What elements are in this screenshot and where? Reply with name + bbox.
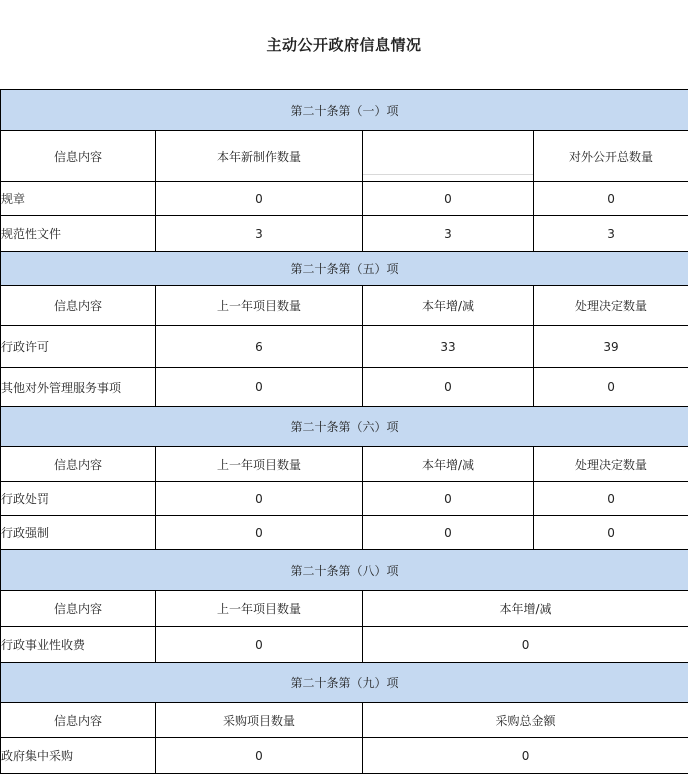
header-cell: 本年增/减 bbox=[363, 286, 534, 326]
value-cell: 0 bbox=[534, 368, 688, 407]
section-heading-row bbox=[1, 252, 688, 286]
value-cell: 0 bbox=[156, 182, 363, 216]
row-label: 规范性文件 bbox=[1, 216, 156, 252]
value-cell: 39 bbox=[534, 326, 688, 368]
header-cell: 信息内容 bbox=[1, 703, 156, 738]
section-heading: 第二十条第（九）项 bbox=[1, 663, 688, 703]
value-cell: 0 bbox=[534, 482, 688, 516]
header-cell: 采购项目数量 bbox=[156, 703, 363, 738]
value-cell: 0 bbox=[363, 368, 534, 407]
row-label: 行政许可 bbox=[1, 326, 156, 368]
value-cell: 0 bbox=[363, 627, 688, 663]
cell-divider bbox=[363, 174, 533, 175]
section-heading-row bbox=[1, 550, 688, 591]
row-label: 其他对外管理服务事项 bbox=[1, 368, 156, 407]
section-heading: 第二十条第（八）项 bbox=[1, 550, 688, 591]
header-cell: 上一年项目数量 bbox=[156, 286, 363, 326]
value-cell: 6 bbox=[156, 326, 363, 368]
value-cell: 3 bbox=[363, 216, 534, 252]
section-heading-row bbox=[1, 663, 688, 703]
page-title: 主动公开政府信息情况 bbox=[0, 0, 688, 89]
value-cell: 0 bbox=[156, 482, 363, 516]
value-cell: 0 bbox=[363, 738, 688, 774]
header-cell: 本年增/减 bbox=[363, 591, 688, 627]
header-cell: 对外公开总数量 bbox=[534, 131, 688, 182]
header-row bbox=[1, 591, 688, 627]
value-cell: 0 bbox=[363, 482, 534, 516]
row-label: 政府集中采购 bbox=[1, 738, 156, 774]
header-cell: 信息内容 bbox=[1, 591, 156, 627]
header-cell: 上一年项目数量 bbox=[156, 447, 363, 482]
table-row bbox=[1, 482, 688, 516]
header-row bbox=[1, 703, 688, 738]
value-cell: 0 bbox=[156, 516, 363, 550]
header-cell: 上一年项目数量 bbox=[156, 591, 363, 627]
value-cell: 3 bbox=[534, 216, 688, 252]
header-row bbox=[1, 286, 688, 326]
header-cell: 本年新制作数量 bbox=[156, 131, 363, 182]
table-row bbox=[1, 182, 688, 216]
header-cell: 本年增/减 bbox=[363, 447, 534, 482]
header-cell: 处理决定数量 bbox=[534, 447, 688, 482]
value-cell: 3 bbox=[156, 216, 363, 252]
header-row bbox=[1, 131, 688, 182]
header-cell: 采购总金额 bbox=[363, 703, 688, 738]
header-cell: 信息内容 bbox=[1, 131, 156, 182]
value-cell: 0 bbox=[534, 182, 688, 216]
row-label: 规章 bbox=[1, 182, 156, 216]
section-heading: 第二十条第（五）项 bbox=[1, 252, 688, 286]
section-heading-row bbox=[1, 90, 688, 131]
value-cell: 0 bbox=[156, 627, 363, 663]
section-heading: 第二十条第（六）项 bbox=[1, 407, 688, 447]
table-row bbox=[1, 627, 688, 663]
section-heading: 第二十条第（一）项 bbox=[1, 90, 688, 131]
value-cell: 0 bbox=[363, 182, 534, 216]
value-cell: 0 bbox=[534, 516, 688, 550]
value-cell: 0 bbox=[363, 516, 534, 550]
table-row bbox=[1, 368, 688, 407]
row-label: 行政处罚 bbox=[1, 482, 156, 516]
section-heading-row bbox=[1, 407, 688, 447]
header-cell: 处理决定数量 bbox=[534, 286, 688, 326]
header-cell: 信息内容 bbox=[1, 286, 156, 326]
table-row bbox=[1, 216, 688, 252]
value-cell: 33 bbox=[363, 326, 534, 368]
row-label: 行政事业性收费 bbox=[1, 627, 156, 663]
value-cell: 0 bbox=[156, 738, 363, 774]
disclosure-table bbox=[0, 89, 688, 774]
table-row bbox=[1, 738, 688, 774]
value-cell: 0 bbox=[156, 368, 363, 407]
header-cell: 信息内容 bbox=[1, 447, 156, 482]
row-label: 行政强制 bbox=[1, 516, 156, 550]
table-row bbox=[1, 516, 688, 550]
header-row bbox=[1, 447, 688, 482]
table-row bbox=[1, 326, 688, 368]
header-cell bbox=[363, 131, 534, 182]
